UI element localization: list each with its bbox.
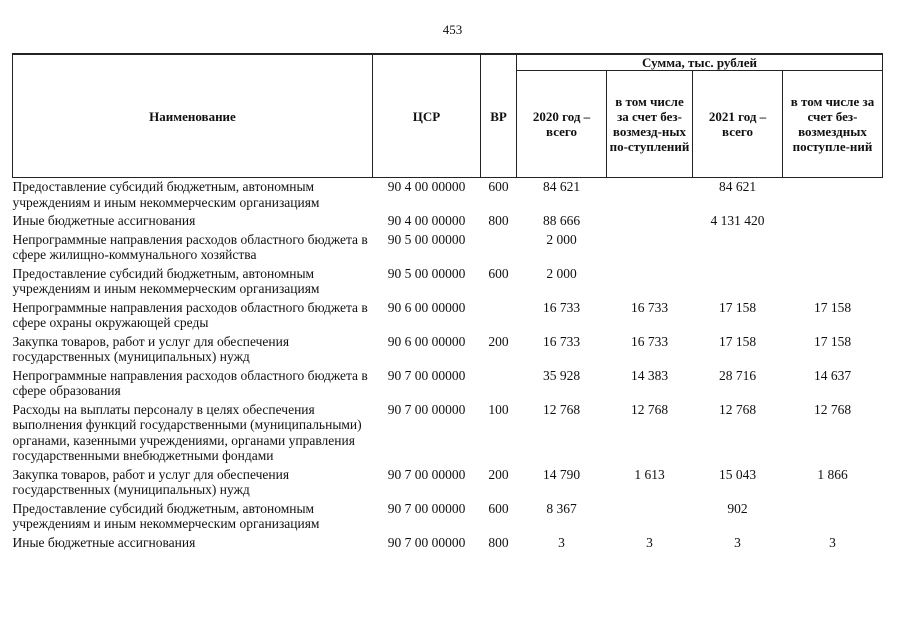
row-name: Закупка товаров, работ и услуг для обеспечения государственных (муниципальных) нужд (12, 333, 290, 364)
row-csr: 90 6 00 00000 (387, 299, 466, 315)
row-2020-free (607, 212, 693, 231)
row-2021-total: 3 (734, 534, 741, 550)
row-2021-total (693, 231, 783, 265)
row-2020-total: 12 768 (542, 401, 581, 417)
row-2020-free: 16 733 (630, 333, 669, 349)
row-2020-free (607, 178, 693, 213)
row-2021-free: 17 158 (813, 333, 852, 349)
row-vr (481, 367, 517, 401)
row-2021-total (693, 265, 783, 299)
row-2020-total: 14 790 (542, 466, 581, 482)
table-row (13, 401, 883, 466)
row-name: Закупка товаров, работ и услуг для обеспечения государственных (муниципальных) нужд (12, 466, 290, 497)
row-2021-free: 17 158 (813, 299, 852, 315)
row-2020-total: 2 000 (546, 231, 577, 247)
header-sum-group: Сумма, тыс. рублей (517, 54, 883, 71)
row-2020-total: 16 733 (542, 299, 581, 315)
row-name: Предоставление субсидий бюджетным, автономным учреждениям и иным некоммерческим организациям (12, 179, 320, 210)
row-2021-free: 1 866 (817, 466, 848, 482)
row-csr: 90 4 00 00000 (387, 179, 466, 194)
row-2021-total: 902 (727, 500, 748, 516)
row-vr: 800 (488, 213, 509, 228)
row-name: Расходы на выплаты персоналу в целях обеспечения выполнения функций государственными (муниципальными) органами, казенными учреждениями, органами управления государственными внебюджетными фондами (12, 401, 362, 463)
row-2021-total: 17 158 (718, 333, 757, 349)
header-2020-free: в том числе за счет без-возмезд-ных по-ступлений (607, 71, 693, 178)
row-csr: 90 7 00 00000 (387, 534, 466, 550)
row-2020-total: 16 733 (542, 333, 581, 349)
table-row (13, 466, 883, 500)
row-csr: 90 4 00 00000 (387, 213, 466, 228)
header-csr: ЦСР (373, 54, 481, 178)
table-row (13, 265, 883, 299)
table-row (13, 178, 883, 213)
row-csr: 90 6 00 00000 (387, 333, 466, 349)
table-row (13, 333, 883, 367)
row-2020-free: 3 (646, 534, 653, 550)
row-name: Непрограммные направления расходов областного бюджета в сфере охраны окружающей среды (12, 299, 368, 330)
row-name: Предоставление субсидий бюджетным, автономным учреждениям и иным некоммерческим организациям (12, 265, 320, 296)
row-2020-free: 12 768 (630, 401, 669, 417)
row-2020-total: 84 621 (542, 179, 581, 194)
row-vr: 100 (488, 401, 509, 417)
budget-table (12, 53, 883, 552)
row-2021-free (783, 500, 883, 534)
row-2021-total: 15 043 (718, 466, 757, 482)
row-2021-total: 4 131 420 (710, 213, 765, 228)
row-2020-free: 16 733 (630, 299, 669, 315)
row-vr (481, 231, 517, 265)
row-2020-free (607, 231, 693, 265)
row-csr: 90 7 00 00000 (387, 466, 466, 482)
row-2020-free (607, 265, 693, 299)
row-name: Иные бюджетные ассигнования (12, 534, 196, 550)
row-csr: 90 7 00 00000 (387, 401, 466, 417)
row-csr: 90 7 00 00000 (387, 367, 466, 383)
row-name: Предоставление субсидий бюджетным, автономным учреждениям и иным некоммерческим организациям (12, 500, 320, 531)
row-2020-total: 8 367 (546, 500, 577, 516)
row-vr: 600 (488, 179, 509, 194)
row-name: Иные бюджетные ассигнования (12, 213, 196, 228)
row-2021-free (783, 212, 883, 231)
table-body (13, 178, 883, 553)
row-vr: 800 (488, 534, 509, 550)
header-2020-total: 2020 год – всего (517, 71, 607, 178)
row-2020-total: 3 (558, 534, 565, 550)
table-row (13, 231, 883, 265)
table-row (13, 500, 883, 534)
row-csr: 90 5 00 00000 (387, 265, 466, 281)
row-vr: 200 (488, 333, 509, 349)
header-2021-free: в том числе за счет без-возмездных поступле-ний (783, 71, 883, 178)
row-vr: 200 (488, 466, 509, 482)
row-name: Непрограммные направления расходов областного бюджета в сфере жилищно-коммунального хозяйства (12, 231, 368, 262)
row-name: Непрограммные направления расходов областного бюджета в сфере образования (12, 367, 368, 398)
table-row (13, 212, 883, 231)
row-2021-total: 84 621 (718, 179, 757, 194)
table-row (13, 299, 883, 333)
row-2021-free: 3 (829, 534, 836, 550)
table-row (13, 534, 883, 553)
row-csr: 90 5 00 00000 (387, 231, 466, 247)
row-csr: 90 7 00 00000 (387, 500, 466, 516)
row-2021-free (783, 231, 883, 265)
row-2021-total: 17 158 (718, 299, 757, 315)
header-name: Наименование (13, 54, 373, 178)
table-header (13, 54, 883, 178)
page-number: 453 (442, 22, 463, 37)
row-2021-free (783, 178, 883, 213)
row-2020-free: 14 383 (630, 367, 669, 383)
row-2020-total: 88 666 (542, 213, 581, 228)
header-2021-total: 2021 год – всего (693, 71, 783, 178)
row-2020-total: 2 000 (546, 265, 577, 281)
header-vr: ВР (481, 54, 517, 178)
row-2021-free: 14 637 (813, 367, 852, 383)
row-2020-total: 35 928 (542, 367, 581, 383)
row-2021-total: 28 716 (718, 367, 757, 383)
row-2021-free (783, 265, 883, 299)
row-vr: 600 (488, 500, 509, 516)
row-vr (481, 299, 517, 333)
row-2021-free: 12 768 (813, 401, 852, 417)
row-2021-total: 12 768 (718, 401, 757, 417)
table-row (13, 367, 883, 401)
row-2020-free (607, 500, 693, 534)
row-2020-free: 1 613 (634, 466, 665, 482)
row-vr: 600 (488, 265, 509, 281)
